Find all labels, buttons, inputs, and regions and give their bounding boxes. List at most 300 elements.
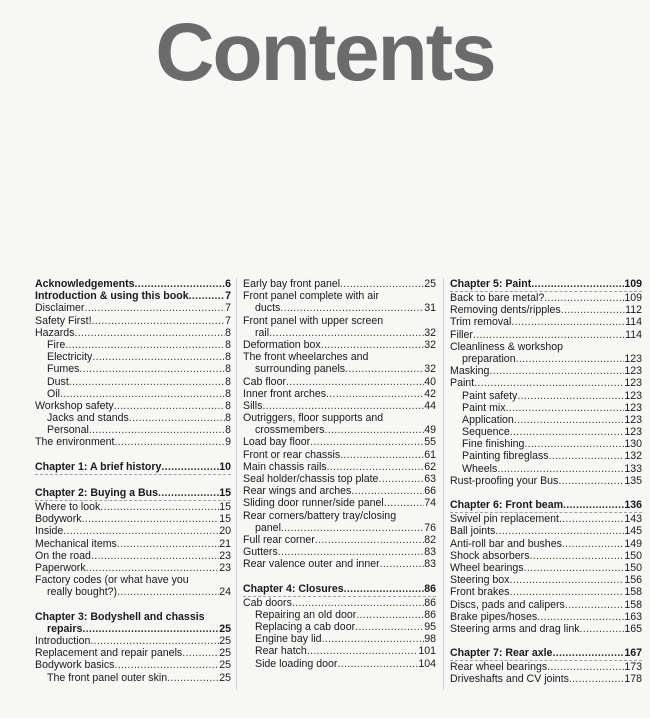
page-number: 112	[625, 304, 642, 317]
dot-leader	[281, 522, 424, 534]
toc-entry[interactable]	[35, 659, 231, 671]
page-title: Contents	[155, 7, 495, 98]
entry-label: Paint safety	[462, 389, 518, 402]
entry-label: Inside	[35, 525, 64, 538]
toc-entry[interactable]	[450, 513, 642, 525]
entry-label: crossmembers	[255, 424, 325, 437]
entry-label: Workshop safety	[35, 399, 114, 412]
toc-entry[interactable]	[35, 376, 231, 388]
toc-entry-text: Front panel with upper screen	[243, 314, 384, 327]
toc-entry[interactable]	[35, 647, 231, 659]
page-number: 63	[424, 473, 436, 485]
dot-leader	[117, 538, 219, 550]
entry-label: Paint	[450, 377, 475, 390]
page-number: 132	[624, 450, 642, 463]
dot-leader	[182, 647, 219, 659]
chapter-entry[interactable]	[35, 487, 231, 501]
toc-entry[interactable]	[35, 315, 231, 327]
entry-label: Electricity	[47, 351, 93, 364]
entry-label: Acknowledgements	[35, 278, 135, 290]
toc-entry[interactable]	[243, 400, 436, 412]
entry-label: Ball joints	[450, 525, 496, 538]
page-number: 25	[424, 278, 436, 290]
toc-entry[interactable]	[243, 522, 436, 534]
dot-leader	[495, 525, 624, 537]
toc-entry[interactable]	[450, 426, 642, 438]
section-gap	[450, 487, 642, 499]
toc-entry[interactable]	[243, 633, 436, 645]
dot-leader	[74, 327, 225, 339]
entry-label: Rust-proofing your Bus	[450, 474, 559, 487]
entry-label: Rear hatch	[255, 645, 307, 658]
dot-leader	[167, 672, 219, 684]
toc-entry[interactable]	[450, 414, 642, 426]
toc-entry[interactable]	[243, 449, 436, 461]
dot-leader	[315, 534, 424, 546]
dot-leader	[63, 525, 219, 537]
page-number: 62	[424, 460, 436, 473]
dot-leader	[380, 558, 425, 570]
dot-leader	[558, 475, 624, 487]
dot-leader	[351, 485, 424, 497]
toc-entry[interactable]	[35, 424, 231, 436]
entry-label: On the road	[35, 549, 91, 562]
page-number: 31	[424, 302, 436, 315]
page-number: 114	[625, 316, 642, 329]
dot-leader	[356, 609, 424, 621]
entry-label: Front brakes	[450, 586, 510, 599]
page-number: 109	[624, 292, 642, 304]
toc-entry[interactable]	[450, 390, 642, 402]
page-number: 76	[424, 521, 436, 534]
toc-entry[interactable]	[243, 424, 436, 436]
toc-entry[interactable]	[243, 497, 436, 509]
dot-leader	[516, 353, 625, 365]
dot-leader	[60, 388, 225, 400]
entry-label: rail	[255, 326, 270, 339]
entry-label: Rear valence outer and inner	[243, 558, 380, 571]
page-number: 7	[225, 290, 231, 303]
dot-leader	[337, 658, 418, 670]
dot-leader	[269, 327, 424, 339]
entry-label: Gutters	[243, 546, 278, 559]
toc-entry[interactable]	[450, 329, 642, 341]
toc-entry[interactable]	[450, 475, 642, 487]
toc-entry[interactable]	[450, 538, 642, 550]
entry-label: Side loading door	[255, 657, 338, 670]
toc-entry[interactable]	[450, 661, 642, 673]
dot-leader	[537, 611, 624, 623]
page-number: 86	[424, 582, 436, 595]
dot-leader	[547, 661, 624, 673]
entry-label: Chapter 4: Closures	[243, 582, 344, 595]
toc-entry[interactable]	[35, 550, 231, 562]
page-number: 165	[624, 622, 642, 635]
toc-entry[interactable]	[243, 546, 436, 558]
dot-leader	[82, 513, 220, 525]
page-number: 158	[624, 586, 642, 599]
toc-entry[interactable]	[243, 534, 436, 546]
entry-label: Steering arms and drag link	[450, 622, 580, 635]
page-number: 66	[424, 485, 436, 498]
toc-entry[interactable]	[243, 621, 436, 633]
entry-label: Introduction	[35, 635, 91, 648]
entry-label: Steering box	[450, 574, 510, 587]
dot-leader	[114, 659, 219, 671]
page-number: 15	[219, 513, 231, 526]
dot-leader	[92, 351, 225, 363]
toc-entry-text: Factory codes (or what have you	[35, 574, 189, 587]
dot-leader	[378, 473, 424, 485]
toc-entry[interactable]	[35, 412, 231, 424]
toc-entry-text: Rear corners/battery tray/closing	[243, 509, 397, 522]
page-number: 23	[219, 549, 231, 562]
page-number: 8	[225, 363, 231, 376]
entry-label: repairs	[47, 622, 83, 635]
dot-leader	[324, 424, 424, 436]
page-number: 20	[219, 525, 231, 538]
contents-column-1	[35, 278, 231, 684]
dot-leader	[86, 562, 220, 574]
page-number: 123	[624, 389, 642, 402]
entry-label: Engine bay lid	[255, 633, 322, 646]
dot-leader	[262, 400, 424, 412]
page-number: 23	[219, 561, 231, 574]
page-number: 8	[225, 424, 231, 437]
entry-label: Swivel pin replacement	[450, 513, 559, 526]
toc-entry[interactable]	[450, 402, 642, 414]
page-number: 32	[424, 326, 436, 339]
entry-label: Mechanical items	[35, 537, 117, 550]
page-number: 32	[424, 363, 436, 376]
toc-entry[interactable]	[243, 473, 436, 485]
entry-label: Safety First!	[35, 314, 92, 327]
dot-leader	[559, 513, 624, 525]
toc-entry-text: Outriggers, floor supports and	[243, 412, 384, 425]
page-number: 15	[219, 487, 231, 499]
page-number: 21	[219, 537, 231, 550]
toc-entry[interactable]	[450, 304, 642, 316]
toc-entry[interactable]	[35, 513, 231, 525]
toc-entry-text: Cleanliness & workshop	[450, 340, 564, 353]
dot-leader	[489, 365, 624, 377]
dot-leader	[544, 292, 624, 304]
dot-leader	[561, 304, 625, 316]
toc-entry[interactable]	[35, 501, 231, 513]
entry-label: Deformation box	[243, 338, 321, 351]
page-number: 82	[424, 533, 436, 546]
toc-entry[interactable]	[450, 292, 642, 304]
contents-column-3	[450, 278, 642, 686]
entry-label: Filler	[450, 328, 473, 341]
page-number: 10	[219, 460, 231, 473]
page-number: 42	[424, 387, 436, 400]
page-number: 15	[219, 501, 231, 513]
toc-entry[interactable]	[450, 562, 642, 574]
toc-entry[interactable]	[450, 599, 642, 611]
entry-label: Application	[462, 413, 514, 426]
toc-entry[interactable]	[450, 611, 642, 623]
dot-leader	[280, 302, 424, 314]
entry-label: Anti-roll bar and bushes	[450, 537, 562, 550]
entry-label: Shock absorbers	[450, 549, 530, 562]
page-number: 167	[624, 647, 642, 660]
dot-leader	[340, 278, 424, 290]
toc-entry[interactable]	[450, 574, 642, 586]
page-number: 101	[418, 645, 436, 658]
page-number: 150	[624, 561, 642, 574]
toc-entry[interactable]	[450, 438, 642, 450]
toc-entry[interactable]	[243, 302, 436, 314]
dot-leader	[355, 621, 424, 633]
toc-entry[interactable]	[450, 673, 642, 685]
dot-leader	[307, 645, 418, 657]
dot-leader	[517, 390, 624, 402]
toc-entry[interactable]	[450, 525, 642, 537]
chapter-entry[interactable]	[243, 583, 436, 597]
dot-leader	[344, 583, 425, 595]
toc-entry[interactable]	[35, 623, 231, 635]
entry-label: Back to bare metal?	[450, 292, 545, 304]
toc-entry[interactable]	[450, 365, 642, 377]
dot-leader	[509, 574, 624, 586]
toc-entry[interactable]	[243, 597, 436, 609]
dot-leader	[510, 426, 625, 438]
entry-label: Inner front arches	[243, 387, 327, 400]
toc-entry[interactable]	[243, 558, 436, 570]
toc-entry[interactable]	[35, 400, 231, 412]
toc-entry[interactable]	[35, 586, 231, 598]
page-number: 173	[624, 661, 642, 674]
page-number: 123	[624, 352, 642, 365]
page-number: 8	[225, 351, 231, 364]
entry-label: Chapter 1: A brief history	[35, 460, 162, 473]
page-number: 55	[424, 436, 436, 449]
entry-label: Early bay front panel	[243, 278, 341, 290]
dot-leader	[509, 586, 624, 598]
toc-entry[interactable]	[450, 353, 642, 365]
entry-label: ducts	[255, 302, 281, 315]
dot-leader	[129, 412, 225, 424]
contents-column-2	[243, 278, 436, 670]
dot-leader	[563, 499, 624, 511]
entry-label: Removing dents/ripples	[450, 304, 561, 317]
toc-entry[interactable]	[243, 609, 436, 621]
entry-label: Bodywork	[35, 513, 82, 526]
page-number: 150	[624, 549, 642, 562]
page-number: 8	[225, 375, 231, 388]
page-number: 24	[219, 586, 231, 599]
dot-leader	[114, 400, 225, 412]
entry-label: Repairing an old door	[255, 608, 357, 621]
entry-label: Discs, pads and calipers	[450, 598, 565, 611]
dot-leader	[100, 501, 219, 513]
toc-entry[interactable]	[450, 586, 642, 598]
dot-leader	[326, 388, 424, 400]
page-number: 8	[225, 387, 231, 400]
page-number: 156	[624, 574, 642, 587]
toc-entry[interactable]	[243, 363, 436, 375]
dot-leader	[562, 538, 624, 550]
toc-entry[interactable]	[35, 302, 231, 314]
entry-label: Fire	[47, 338, 66, 351]
dot-leader	[580, 623, 625, 635]
dot-leader	[345, 363, 424, 375]
toc-entry[interactable]	[35, 278, 231, 290]
toc-entry[interactable]	[35, 290, 231, 302]
toc-entry[interactable]	[243, 461, 436, 473]
dot-leader	[384, 497, 424, 509]
entry-label: Rear wings and arches	[243, 485, 352, 498]
entry-label: Oil	[47, 387, 60, 400]
dot-leader	[117, 586, 219, 598]
toc-entry[interactable]	[243, 327, 436, 339]
dot-leader	[292, 597, 424, 609]
page-number: 7	[225, 302, 231, 315]
section-gap	[35, 599, 231, 611]
entry-label: Chapter 7: Rear axle	[450, 647, 553, 660]
toc-entry[interactable]	[243, 339, 436, 351]
toc-entry[interactable]	[35, 339, 231, 351]
page-number: 123	[624, 365, 642, 378]
entry-label: Chapter 6: Front beam	[450, 499, 564, 512]
toc-entry[interactable]	[35, 351, 231, 363]
toc-entry[interactable]	[243, 278, 436, 290]
chapter-heading: Chapter 3: Bodyshell and chassis	[35, 610, 205, 623]
toc-entry[interactable]	[243, 388, 436, 400]
entry-label: Masking	[450, 365, 490, 378]
toc-entry[interactable]	[35, 388, 231, 400]
toc-entry[interactable]	[450, 623, 642, 635]
entry-label: Replacing a cab door	[255, 621, 356, 634]
page-number: 40	[424, 375, 436, 388]
toc-entry-text: The front wheelarches and	[243, 351, 369, 364]
page-number: 123	[624, 377, 642, 390]
section-gap	[35, 449, 231, 461]
toc-entry[interactable]	[35, 436, 231, 448]
column-divider	[443, 278, 444, 690]
dot-leader	[278, 546, 424, 558]
dot-leader	[530, 550, 625, 562]
chapter-entry[interactable]	[450, 647, 642, 661]
entry-label: Main chassis rails	[243, 460, 327, 473]
dot-leader	[497, 463, 624, 475]
dot-leader	[569, 673, 624, 685]
entry-label: Full rear corner	[243, 533, 315, 546]
toc-entry[interactable]	[243, 658, 436, 670]
section-gap	[243, 571, 436, 583]
toc-entry[interactable]	[243, 645, 436, 657]
toc-entry[interactable]	[35, 562, 231, 574]
entry-label: Rear wheel bearings	[450, 661, 548, 674]
entry-label: Hazards	[35, 326, 75, 339]
page-number: 25	[219, 659, 231, 672]
entry-label: Chapter 5: Paint	[450, 278, 532, 290]
page-number: 9	[225, 436, 231, 449]
entry-label: preparation	[462, 352, 516, 365]
dot-leader	[531, 278, 624, 290]
dot-leader	[161, 461, 219, 473]
toc-entry[interactable]	[243, 485, 436, 497]
toc-entry[interactable]	[35, 538, 231, 550]
entry-label: panel	[255, 521, 281, 534]
chapter-entry[interactable]	[450, 278, 642, 292]
chapter-entry[interactable]	[35, 461, 231, 475]
entry-label: Cab doors	[243, 596, 292, 609]
entry-label: Jacks and stands	[47, 412, 129, 425]
dot-leader	[91, 550, 219, 562]
dot-leader	[90, 635, 219, 647]
page-number: 8	[225, 412, 231, 425]
toc-entry[interactable]	[35, 327, 231, 339]
entry-label: Wheels	[462, 462, 498, 475]
dot-leader	[473, 329, 625, 341]
entry-label: The environment	[35, 436, 115, 449]
entry-label: Trim removal	[450, 316, 512, 329]
page-number: 49	[424, 424, 436, 437]
page-number: 133	[624, 462, 642, 475]
page-number: 178	[624, 673, 642, 686]
entry-label: Replacement and repair panels	[35, 647, 183, 660]
entry-label: really bought?)	[47, 586, 118, 599]
toc-entry[interactable]	[450, 550, 642, 562]
dot-leader	[286, 376, 424, 388]
entry-label: Sequence	[462, 426, 510, 439]
toc-entry[interactable]	[35, 635, 231, 647]
toc-entry[interactable]	[35, 363, 231, 375]
toc-entry[interactable]	[450, 463, 642, 475]
dot-leader	[65, 339, 225, 351]
dot-leader	[115, 436, 226, 448]
toc-entry[interactable]	[450, 377, 642, 389]
toc-entry[interactable]	[450, 450, 642, 462]
dot-leader	[340, 449, 424, 461]
page-number: 123	[624, 401, 642, 414]
dot-leader	[506, 402, 625, 414]
entry-label: Cab floor	[243, 375, 286, 388]
chapter-entry[interactable]	[450, 499, 642, 513]
entry-label: surrounding panels	[255, 363, 346, 376]
entry-label: Paint mix	[462, 401, 506, 414]
page-number: 25	[219, 671, 231, 684]
entry-label: Where to look	[35, 501, 101, 513]
entry-label: Seal holder/chassis top plate	[243, 473, 379, 485]
entry-label: Chapter 2: Buying a Bus	[35, 487, 159, 499]
page-number: 143	[624, 513, 642, 526]
toc-entry[interactable]	[243, 436, 436, 448]
dot-leader	[79, 363, 225, 375]
dot-leader	[327, 461, 425, 473]
dot-leader	[549, 450, 625, 462]
dot-leader	[69, 376, 225, 388]
page-number: 25	[219, 647, 231, 660]
toc-entry[interactable]	[243, 376, 436, 388]
page-number: 74	[424, 497, 436, 510]
page-number: 6	[225, 278, 231, 290]
page-number: 114	[625, 328, 642, 341]
page-number: 7	[225, 314, 231, 327]
entry-label: Wheel bearings	[450, 561, 524, 574]
page-number: 25	[219, 622, 231, 635]
page-number: 86	[424, 596, 436, 609]
toc-entry[interactable]	[450, 316, 642, 328]
toc-entry[interactable]	[35, 672, 231, 684]
entry-label: Paperwork	[35, 561, 86, 574]
page-number: 32	[424, 338, 436, 351]
entry-label: Driveshafts and CV joints	[450, 673, 569, 686]
page-number: 123	[624, 426, 642, 439]
toc-entry[interactable]	[35, 525, 231, 537]
